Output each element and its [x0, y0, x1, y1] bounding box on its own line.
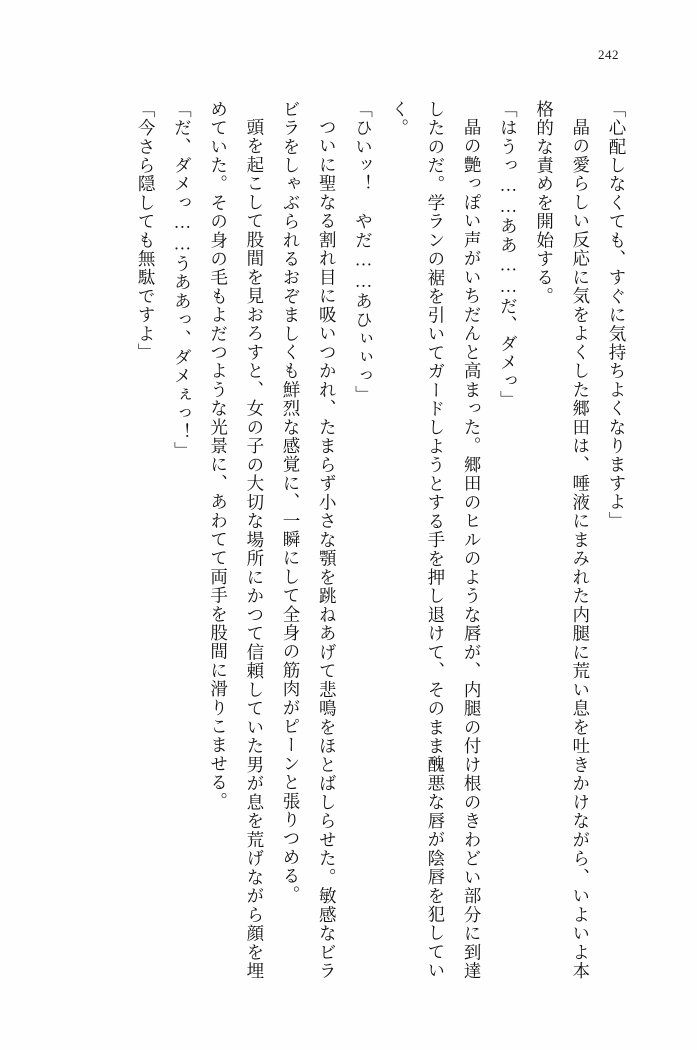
page-body-text [75, 100, 635, 980]
paragraph: 頭を起こして股間を見おろすと、女の子の大切な場所にかつて信頼していた男が息を荒げながら顔を埋めていた。その身の毛もよだつような光景に、あわてて両手を股間に滑りこませる。 [208, 100, 265, 980]
paragraph: 晶の愛らしい反応に気をよくした郷田は、唾液にまみれた内腿に荒い息を吐きかけながら、いよいよ本格的な責めを開始する。 [534, 100, 591, 980]
paragraph: 晶の艶っぽい声がいちだんと高まった。郷田のヒルのような唇が、内腿の付け根のきわどい部分に到達したのだ。学ランの裾を引いてガードしようとする手を押し退けて、そのまま醜悪な唇が陰唇を犯していく。 [389, 100, 483, 980]
paragraph: 「だ、ダメっ……うああっ、ダメぇっ！」 [172, 100, 193, 461]
paragraph: ついに聖なる割れ目に吸いつかれ、たまらず小さな顎を跳ねあげて悲鳴をほとばしらせた。敏感なビラビラをしゃぶられるおぞましくも鮮烈な感覚に、一瞬にして全身の筋肉がピーンと張りつめる。 [281, 100, 338, 980]
page-number: 242 [598, 47, 619, 62]
paragraph: 「心配しなくても、すぐに気持ちよくなりますよ」 [607, 100, 627, 531]
paragraph: 「はうっ……ああ……だ、ダメっ」 [498, 100, 519, 410]
paragraph: 「今さら隠しても無駄ですよ」 [136, 100, 157, 362]
paragraph: 「ひいッ！ やだ……あひぃぃっ」 [353, 100, 374, 405]
